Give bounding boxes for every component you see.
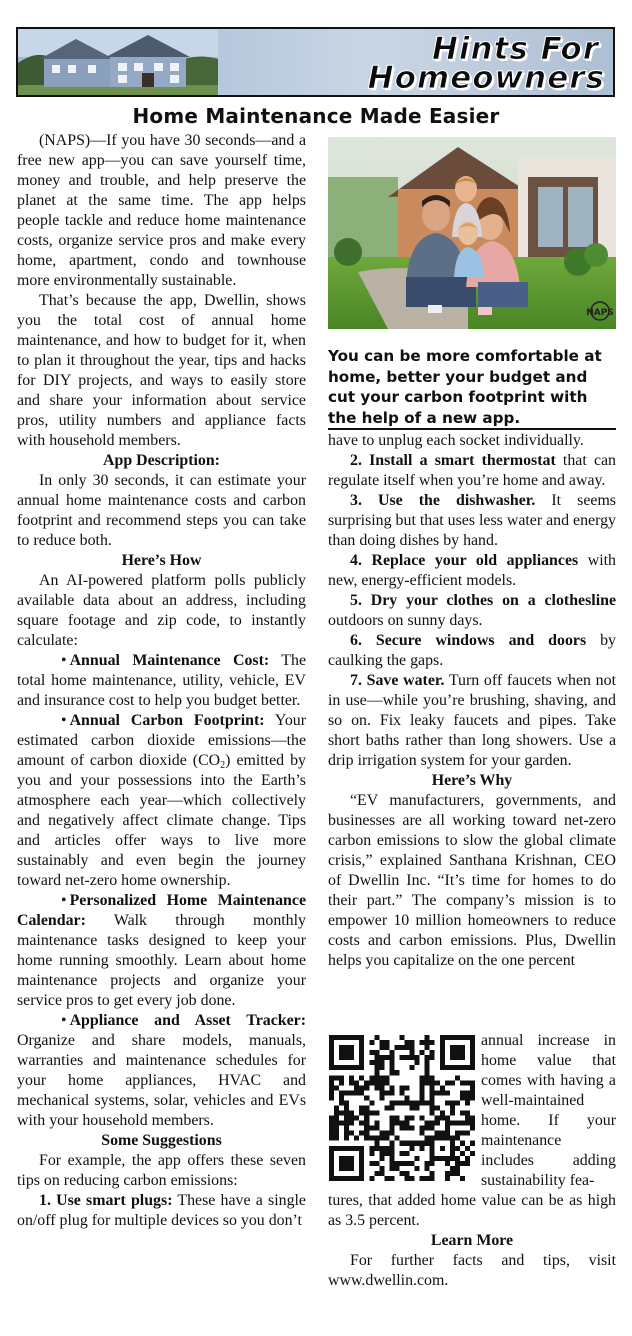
tip-label: 7. Save water. — [350, 672, 445, 689]
right-column — [328, 431, 616, 971]
tip-text: with new, energy-efficient models. — [328, 552, 616, 589]
qr-after-paragraph: tures, that added home value can be as high as 3.5 percent. — [328, 1192, 616, 1229]
qr-side-paragraph: annual increase in home value that comes with having a well-maintained home. If your maintenance includes adding sustainability fea- — [481, 1032, 616, 1189]
subhead-app-description: App Description: — [103, 452, 220, 469]
bullet-text: ) emitted by you and your possessions into the Earth’s atmosphere each year—which collectively and negatively affect climate change. Tips and articles offer ways to live more sustainably and even begin the journey toward net-zero home ownership. — [17, 752, 306, 889]
header-banner — [16, 27, 615, 97]
tip-1-continuation: have to unplug each socket individually. — [328, 432, 584, 449]
tip-5 — [328, 591, 616, 631]
bullet-text: Walk through monthly maintenance tasks designed to keep your home running smoothly. Learn about home maintenance projects and organize your service pros to get every job done. — [17, 912, 306, 1009]
tip-label: 6. Secure windows and doors — [350, 632, 587, 649]
heres-why-paragraph: “EV manufacturers, governments, and businesses are all working toward net-zero carbon emissions to slow the global climate crisis,” explained Santhana Krishnan, CEO of Dwellin Inc. “It’s time for homes to do their part.” The company’s mission is to empower 10 million homeowners to reduce costs and carbon emissions. Plus, Dwellin helps you capitalize on the one percent — [328, 792, 616, 969]
bullet-label: Annual Maintenance Cost: — [69, 652, 270, 669]
closing-section — [328, 1191, 616, 1291]
intro-paragraph: (NAPS)—If you have 30 seconds—and a free new app—you can save yourself time, money and trouble, and help preserve the planet at the same time. The app helps people tackle and reduce home maintenance costs, organize service pros and make every home, apartment, condo and townhouse more environmentally sustainable. — [17, 132, 306, 289]
qr-code — [329, 1035, 475, 1181]
tip-text: outdoors on sunny days. — [328, 612, 483, 629]
dwellin-paragraph: That’s because the app, Dwellin, shows you the total cost of annual home maintenance, and how to budget for it, when to plan it throughout the year, tips and hacks for DIY projects, and ways to easily store and share your information about service pros, utility numbers and appliance facts with household members. — [17, 292, 306, 449]
naps-logo: NAPS — [586, 308, 614, 318]
tip-label: 1. Use smart plugs: — [39, 1192, 173, 1209]
family-photo — [328, 137, 616, 329]
app-description-paragraph: In only 30 seconds, it can estimate your annual home maintenance costs and carbon footprint and recommend steps you can take to reduce both. — [17, 472, 306, 549]
article-headline: Home Maintenance Made Easier — [132, 104, 500, 128]
tip-6 — [328, 631, 616, 671]
qr-side-text — [481, 1031, 616, 1191]
co2-subscript: 2 — [220, 760, 226, 771]
subhead-learn-more: Learn More — [430, 1232, 514, 1249]
bullet-carbon-footprint — [17, 711, 306, 891]
bullet-text: Your estimated carbon dioxide emissions—the amount of carbon dioxide (CO — [17, 712, 306, 769]
tip-text: Turn off faucets when not in use—while you’re brushing, shaving, and so on. Fix leaky faucets and pipes. Take short baths rather than long showers. Use a drip irrigation system for your garden. — [328, 672, 616, 769]
bullet-text: Organize and share models, manuals, warranties and maintenance schedules for your home appliances, HVAC and mechanical systems, solar, vehicles and EVs with your household members. — [17, 1032, 306, 1129]
tip-7 — [328, 671, 616, 771]
tip-text: It seems surprising but that uses less water and energy than doing dishes by hand. — [328, 492, 616, 549]
bullet-maintenance-cost — [17, 651, 306, 711]
tip-text: by caulking the gaps. — [328, 632, 616, 669]
subhead-heres-why: Here’s Why — [431, 772, 513, 789]
banner-title-line2: Homeowners — [367, 60, 605, 96]
bullet-text: The total home maintenance, utility, vehicle, EV and insurance cost to help you budget better. — [17, 652, 306, 709]
tip-2 — [328, 451, 616, 491]
photo-caption: You can be more comfortable at home, better your budget and cut your carbon footprint with the help of a new app. — [328, 347, 602, 427]
tip-label: 2. Install a smart thermostat — [350, 452, 556, 469]
tip-4 — [328, 551, 616, 591]
learn-more-paragraph: For further facts and tips, visit www.dwellin.com. — [328, 1252, 616, 1289]
tip-text: that can regulate itself when you’re home and away. — [328, 452, 616, 489]
ai-platform-paragraph: An AI-powered platform polls publicly available data about an address, including square footage and zip code, to instantly calculate: — [17, 572, 306, 649]
house-photo-icon — [18, 29, 218, 95]
bullet-label: Personalized Home Maintenance Calendar: — [17, 892, 306, 929]
tip-label: 3. Use the dishwasher. — [350, 492, 536, 509]
bullet-label: Appliance and Asset Tracker: — [69, 1012, 306, 1029]
left-column — [17, 131, 306, 1231]
bullet-asset-tracker — [17, 1011, 306, 1131]
tip-3 — [328, 491, 616, 551]
tip-text: These have a single on/off plug for multiple devices so you don’t — [17, 1192, 306, 1229]
tip-label: 5. Dry your clothes on a clothesline — [350, 592, 616, 609]
caption-divider — [328, 428, 616, 430]
banner-title-area — [218, 29, 613, 95]
bullet-maintenance-calendar — [17, 891, 306, 1011]
bullet-label: Annual Carbon Footprint: — [69, 712, 265, 729]
subhead-heres-how: Here’s How — [121, 552, 202, 569]
tip-1 — [17, 1191, 306, 1231]
suggestions-intro: For example, the app offers these seven tips on reducing carbon emissions: — [17, 1152, 306, 1189]
banner-title-line1: Hints For — [431, 31, 599, 67]
subhead-some-suggestions: Some Suggestions — [101, 1132, 222, 1149]
tip-label: 4. Replace your old appliances — [350, 552, 579, 569]
